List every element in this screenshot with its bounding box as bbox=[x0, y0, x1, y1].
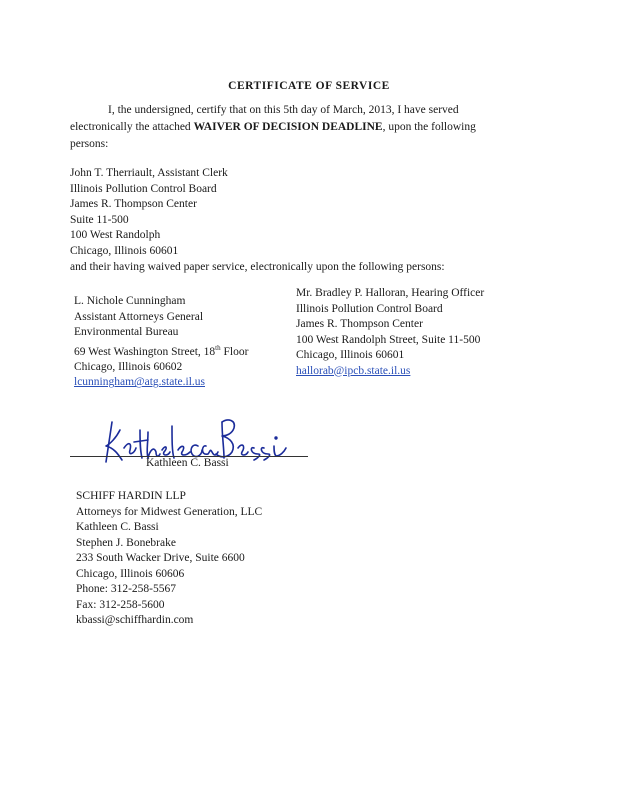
street-text: 69 West Washington Street, 18 bbox=[74, 345, 216, 358]
firm-line: Kathleen C. Bassi bbox=[76, 521, 159, 533]
certification-text: electronically the attached bbox=[70, 121, 194, 133]
firm-phone: Phone: 312-258-5567 bbox=[76, 583, 176, 595]
ordinal-suffix: th bbox=[215, 343, 221, 352]
certification-line-1: I, the undersigned, certify that on this 5th day of March, 2013, I have served bbox=[108, 104, 459, 116]
address-line: Suite 11-500 bbox=[70, 213, 129, 226]
address-line: 100 West Randolph bbox=[70, 229, 161, 241]
law-firm-block bbox=[76, 489, 262, 629]
firm-line: Attorneys for Midwest Generation, LLC bbox=[76, 505, 263, 518]
address-line bbox=[74, 341, 248, 360]
address-line: Illinois Pollution Control Board bbox=[296, 302, 443, 315]
clerk-address bbox=[70, 166, 228, 259]
certification-line-3: persons: bbox=[70, 138, 109, 150]
signer-name: Kathleen C. Bassi bbox=[146, 457, 229, 469]
address-line: Mr. Bradley P. Halloran, Hearing Officer bbox=[296, 287, 485, 299]
address-line: L. Nichole Cunningham bbox=[74, 295, 186, 307]
page-title: CERTIFICATE OF SERVICE bbox=[228, 80, 390, 92]
service-statement: and their having waived paper service, electronically upon the following persons: bbox=[70, 261, 445, 273]
address-line: Assistant Attorneys General bbox=[74, 310, 204, 323]
firm-name: SCHIFF HARDIN LLP bbox=[76, 490, 186, 502]
address-line: Chicago, Illinois 60601 bbox=[296, 349, 405, 361]
address-line: Illinois Pollution Control Board bbox=[70, 182, 217, 195]
address-line: Chicago, Illinois 60601 bbox=[70, 244, 179, 257]
firm-email: kbassi@schiffhardin.com bbox=[76, 614, 194, 626]
email-link[interactable]: lcunningham@atg.state.il.us bbox=[74, 376, 205, 389]
certification-line-2 bbox=[70, 119, 520, 136]
street-text-end: Floor bbox=[220, 345, 249, 358]
address-line: Environmental Bureau bbox=[74, 326, 179, 338]
address-line: James R. Thompson Center bbox=[296, 318, 423, 330]
document-name: WAIVER OF DECISION DEADLINE bbox=[193, 121, 383, 133]
address-line: Chicago, Illinois 60602 bbox=[74, 360, 183, 373]
firm-line: 233 South Wacker Drive, Suite 6600 bbox=[76, 552, 245, 564]
address-line: 100 West Randolph Street, Suite 11-500 bbox=[296, 333, 481, 346]
service-recipient-left bbox=[74, 294, 248, 391]
service-recipient-right bbox=[296, 286, 484, 379]
email-link[interactable]: hallorab@ipcb.state.il.us bbox=[296, 364, 411, 377]
certification-text-end: , upon the following bbox=[382, 121, 476, 133]
address-line: James R. Thompson Center bbox=[70, 198, 197, 210]
address-line: John T. Therriault, Assistant Clerk bbox=[70, 167, 228, 179]
firm-line: Stephen J. Bonebrake bbox=[76, 536, 176, 549]
firm-line: Chicago, Illinois 60606 bbox=[76, 567, 185, 580]
firm-fax: Fax: 312-258-5600 bbox=[76, 598, 165, 611]
certification-paragraph bbox=[70, 102, 520, 153]
